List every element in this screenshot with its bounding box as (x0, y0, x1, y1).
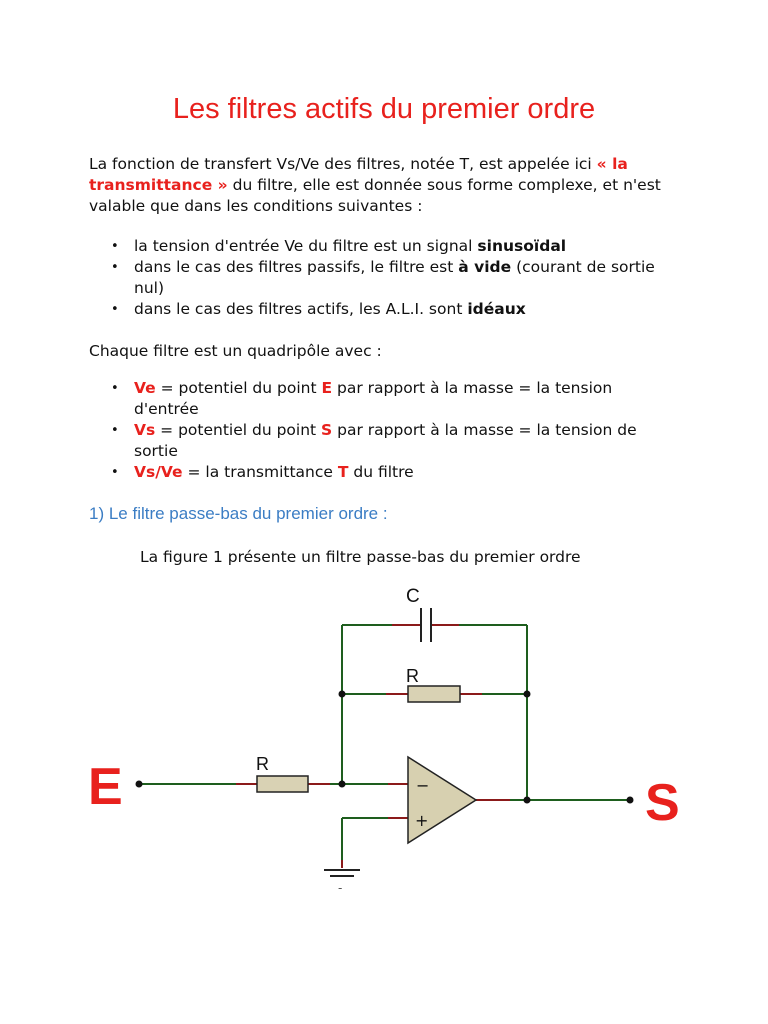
intro-highlight: « la transmittance » (89, 155, 628, 194)
input-label: E (88, 758, 123, 816)
circuit-wires (139, 625, 630, 860)
junction-dot (339, 691, 346, 698)
definition-term: Vs (134, 421, 156, 439)
definition-text: = potentiel du point (155, 379, 322, 397)
input-resistor-icon (236, 776, 330, 792)
capacitor-icon (392, 608, 459, 642)
input-terminal (136, 781, 143, 788)
condition-bold: sinusoïdal (477, 237, 567, 255)
capacitor-label: C (406, 586, 420, 607)
output-label: S (645, 774, 680, 832)
definition-rest: du filtre (348, 463, 414, 481)
page-title: Les filtres actifs du premier ordre (172, 93, 596, 125)
condition-text: la tension d'entrée Ve du filtre est un signal (134, 237, 478, 255)
output-terminal (627, 797, 634, 804)
intro-text-1: La fonction de transfert Vs/Ve des filtres, notée T, est appelée ici (89, 155, 597, 173)
condition-bold: idéaux (467, 300, 526, 318)
quadripole-intro: Chaque filtre est un quadripôle avec : (89, 342, 382, 360)
figure-caption: La figure 1 présente un filtre passe-bas du premier ordre (140, 548, 581, 566)
input-resistor-label: R (256, 754, 269, 774)
ground-label: - (338, 881, 343, 895)
definition-point: E (321, 379, 333, 397)
definition-rest: par rapport à la masse = la tension de sortie (134, 421, 637, 460)
condition-bold: à vide (458, 258, 512, 276)
definition-point: S (321, 421, 333, 439)
definition-text: = potentiel du point (155, 421, 322, 439)
definition-term: Ve (134, 379, 156, 397)
junction-dot (339, 781, 346, 788)
intro-text-2: du filtre, elle est donnée sous forme complexe, et n'est valable que dans les conditions suivantes : (89, 176, 661, 215)
feedback-resistor-icon (386, 686, 482, 702)
definition-term: Vs/Ve (134, 463, 183, 481)
opamp-icon (388, 757, 510, 843)
section-heading: 1) Le filtre passe-bas du premier ordre : (89, 504, 388, 523)
junction-dots (136, 691, 634, 804)
condition-text: dans le cas des filtres actifs, les A.L.I. sont (134, 300, 468, 318)
condition-after: (courant de sortie nul) (134, 258, 655, 297)
opamp-minus-label: − (416, 776, 430, 795)
ground-icon (324, 860, 360, 876)
opamp-plus-label: + (415, 811, 429, 830)
feedback-resistor-label: R (406, 666, 419, 686)
definition-point: T (337, 463, 349, 481)
junction-dot (524, 691, 531, 698)
definition-rest: par rapport à la masse = la tension d'entrée (134, 379, 613, 418)
definition-text: = la transmittance (182, 463, 338, 481)
junction-dot (524, 797, 531, 804)
condition-text: dans le cas des filtres passifs, le filtre est (134, 258, 459, 276)
